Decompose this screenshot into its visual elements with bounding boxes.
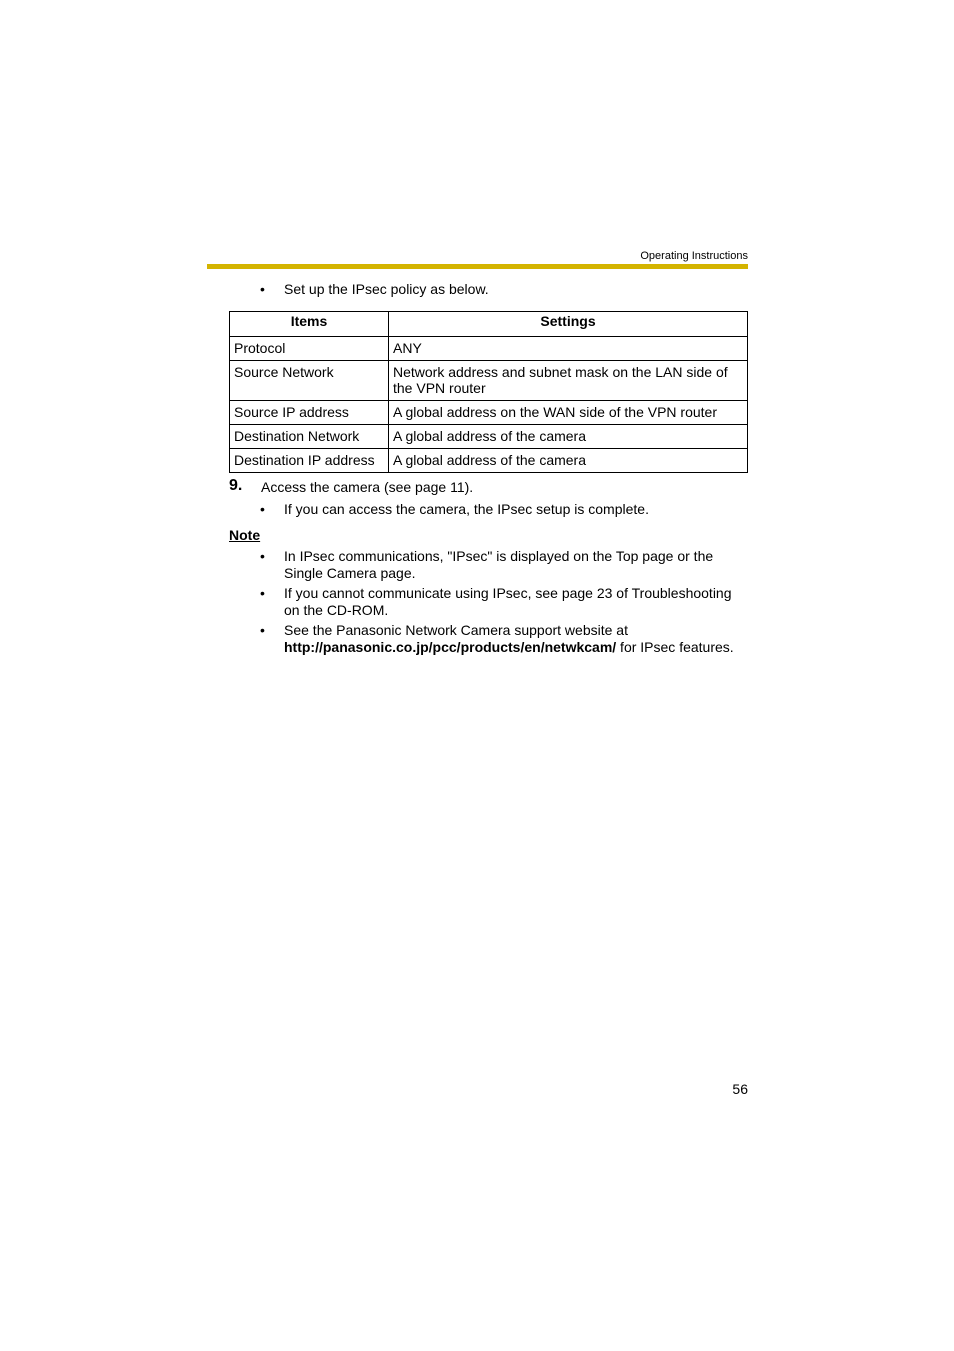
bullet-icon: • [260,501,265,517]
step-text: Access the camera (see page 11). [261,479,474,495]
running-header: Operating Instructions [640,250,748,262]
note-support-text [284,622,760,656]
bullet-icon: • [260,281,265,297]
bullet-icon: • [260,585,265,601]
table-cell-setting: ANY [389,337,748,361]
note-item [260,548,750,582]
table-row [230,425,748,449]
table-cell-setting: A global address on the WAN side of the VPN router [389,401,748,425]
bullet-icon: • [260,548,265,564]
support-url-line [284,639,760,656]
step-number: 9. [229,477,243,494]
table-cell-item: Source Network [230,361,389,401]
table-cell-item: Protocol [230,337,389,361]
page-number: 56 [732,1081,748,1097]
table-cell-item: Source IP address [230,401,389,425]
table-row [230,401,748,425]
table-header-row [230,312,748,337]
table-cell-setting: A global address of the camera [389,449,748,473]
header-rule [207,264,748,269]
table-row [230,361,748,401]
support-prefix: See the Panasonic Network Camera support website at [284,622,628,638]
note-heading: Note [229,527,261,543]
ipsec-policy-table [229,311,748,473]
intro-bullet-text: Set up the IPsec policy as below. [284,281,489,297]
table-row [230,337,748,361]
table-row [230,449,748,473]
step-bullet-text: If you can access the camera, the IPsec setup is complete. [284,501,649,517]
column-header-settings: Settings [389,312,748,337]
bullet-icon: • [260,622,265,638]
support-url-link[interactable]: http://panasonic.co.jp/pcc/products/en/netwkcam/ [284,639,617,655]
support-suffix: for IPsec features. [616,639,734,655]
note-item-text: In IPsec communications, "IPsec" is displayed on the Top page or the Single Camera page. [284,548,714,581]
table-cell-setting: A global address of the camera [389,425,748,449]
column-header-items: Items [230,312,389,337]
table-cell-setting: Network address and subnet mask on the LAN side of the VPN router [389,361,748,401]
table-cell-item: Destination IP address [230,449,389,473]
note-item-text: If you cannot communicate using IPsec, see page 23 of Troubleshooting on the CD-ROM. [284,585,732,618]
note-item [260,585,750,619]
note-item-support [260,622,760,656]
table-cell-item: Destination Network [230,425,389,449]
